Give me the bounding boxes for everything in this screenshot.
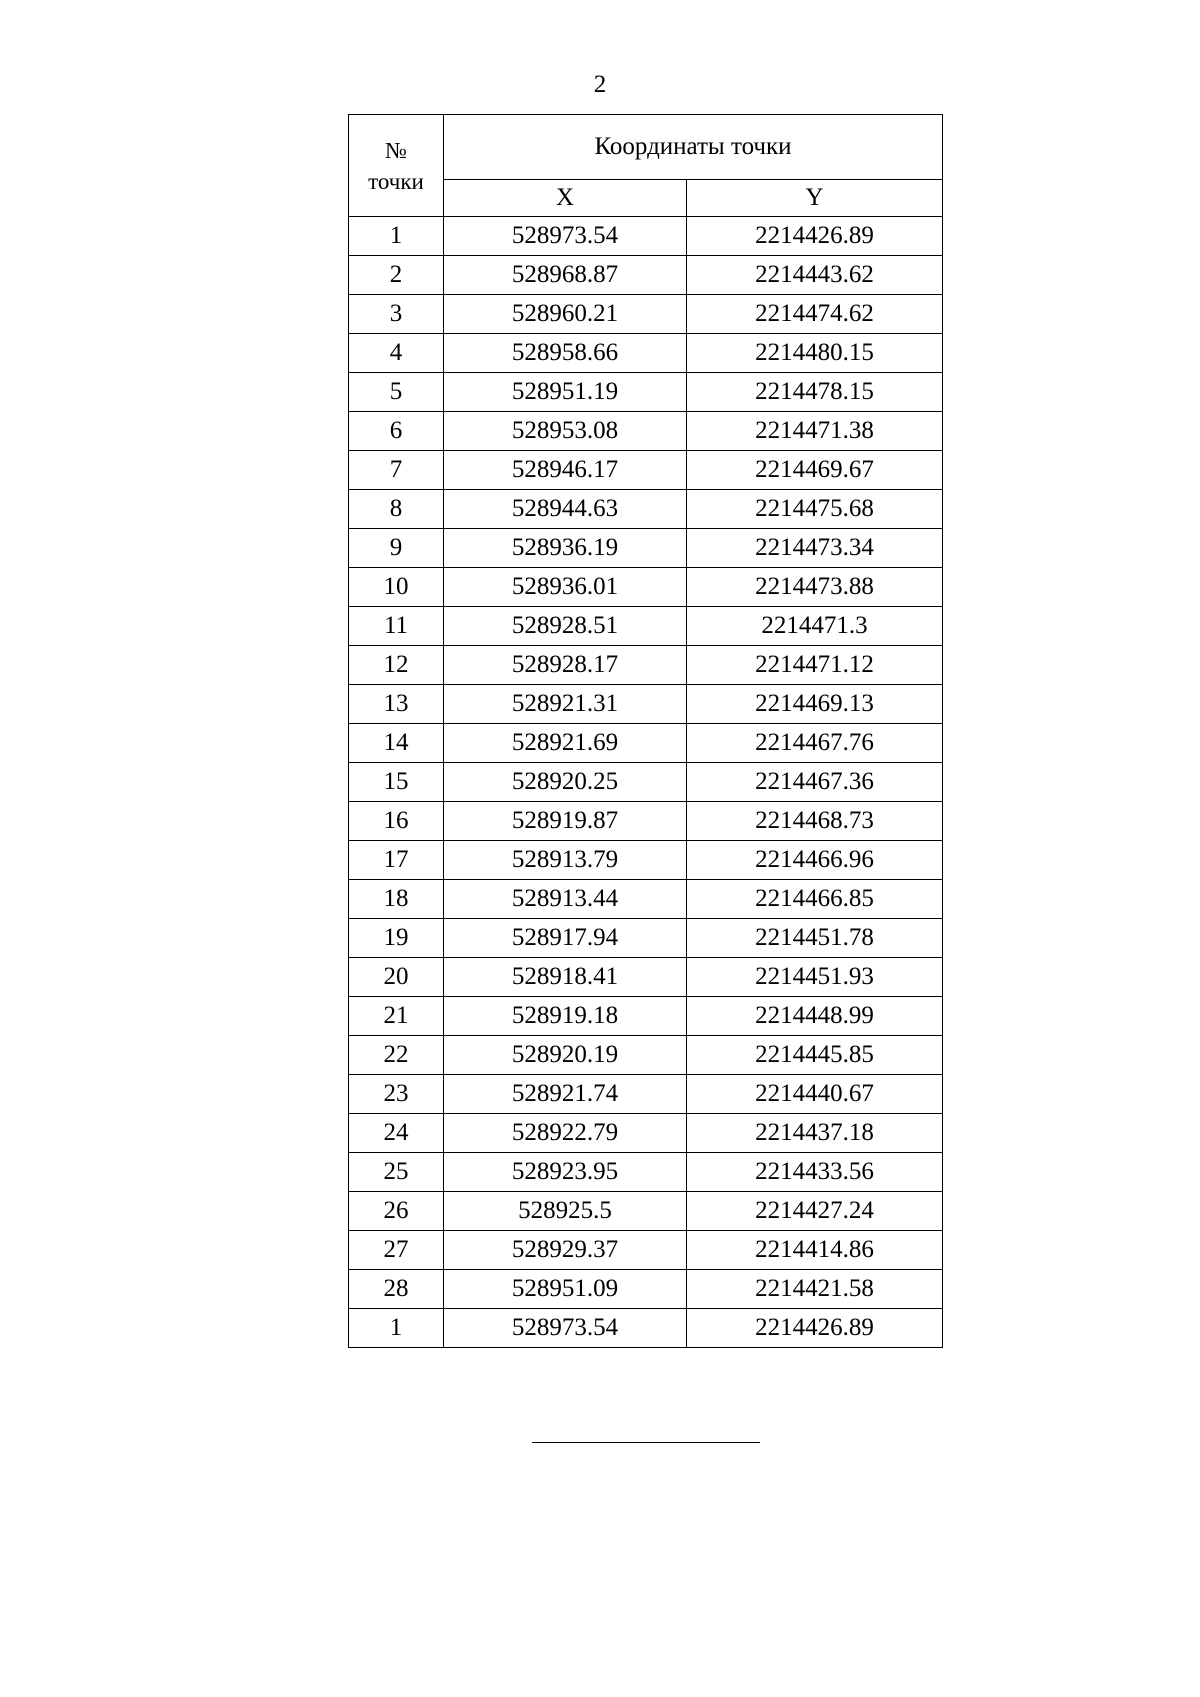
y-coordinate-cell: 2214473.34 [687, 529, 943, 568]
table-row [349, 685, 943, 724]
x-coordinate-cell: 528951.19 [444, 373, 687, 412]
point-number-cell: 23 [349, 1075, 444, 1114]
table-row [349, 919, 943, 958]
point-number-cell: 27 [349, 1231, 444, 1270]
point-number-cell: 20 [349, 958, 444, 997]
point-number-cell: 7 [349, 451, 444, 490]
x-coordinate-cell: 528920.25 [444, 763, 687, 802]
x-coordinate-cell: 528919.18 [444, 997, 687, 1036]
y-coordinate-cell: 2214471.38 [687, 412, 943, 451]
x-coordinate-cell: 528944.63 [444, 490, 687, 529]
x-column-header: X [444, 180, 687, 217]
point-number-header-label: точки [368, 168, 424, 194]
y-coordinate-cell: 2214471.12 [687, 646, 943, 685]
table-body [349, 217, 943, 1348]
table-row [349, 412, 943, 451]
x-coordinate-cell: 528936.19 [444, 529, 687, 568]
table-row [349, 490, 943, 529]
table-row [349, 1036, 943, 1075]
y-coordinate-cell: 2214426.89 [687, 217, 943, 256]
y-coordinate-cell: 2214433.56 [687, 1153, 943, 1192]
y-column-header: Y [687, 180, 943, 217]
table-row [349, 1075, 943, 1114]
point-number-cell: 9 [349, 529, 444, 568]
y-coordinate-cell: 2214475.68 [687, 490, 943, 529]
table-row [349, 1270, 943, 1309]
table-row [349, 958, 943, 997]
table-row [349, 724, 943, 763]
point-number-cell: 10 [349, 568, 444, 607]
point-number-cell: 25 [349, 1153, 444, 1192]
point-number-cell: 17 [349, 841, 444, 880]
y-coordinate-cell: 2214451.78 [687, 919, 943, 958]
y-coordinate-cell: 2214468.73 [687, 802, 943, 841]
table-row [349, 373, 943, 412]
x-coordinate-cell: 528919.87 [444, 802, 687, 841]
x-coordinate-cell: 528923.95 [444, 1153, 687, 1192]
x-coordinate-cell: 528958.66 [444, 334, 687, 373]
x-coordinate-cell: 528922.79 [444, 1114, 687, 1153]
y-coordinate-cell: 2214478.15 [687, 373, 943, 412]
coordinates-table [348, 114, 943, 1348]
table-row [349, 1231, 943, 1270]
point-number-cell: 19 [349, 919, 444, 958]
x-coordinate-cell: 528913.44 [444, 880, 687, 919]
table-row [349, 256, 943, 295]
table-row [349, 1114, 943, 1153]
point-number-cell: 14 [349, 724, 444, 763]
y-coordinate-cell: 2214427.24 [687, 1192, 943, 1231]
point-number-cell: 4 [349, 334, 444, 373]
y-coordinate-cell: 2214469.13 [687, 685, 943, 724]
point-number-cell: 15 [349, 763, 444, 802]
table-row [349, 646, 943, 685]
point-number-cell: 5 [349, 373, 444, 412]
x-coordinate-cell: 528918.41 [444, 958, 687, 997]
table-row [349, 763, 943, 802]
point-number-cell: 18 [349, 880, 444, 919]
table-row [349, 802, 943, 841]
point-number-cell: 28 [349, 1270, 444, 1309]
x-coordinate-cell: 528946.17 [444, 451, 687, 490]
x-coordinate-cell: 528921.69 [444, 724, 687, 763]
y-coordinate-cell: 2214471.3 [687, 607, 943, 646]
x-coordinate-cell: 528917.94 [444, 919, 687, 958]
y-coordinate-cell: 2214473.88 [687, 568, 943, 607]
x-coordinate-cell: 528951.09 [444, 1270, 687, 1309]
point-number-cell: 11 [349, 607, 444, 646]
table-header [349, 115, 943, 217]
y-coordinate-cell: 2214426.89 [687, 1309, 943, 1348]
x-coordinate-cell: 528928.17 [444, 646, 687, 685]
table-row [349, 451, 943, 490]
y-coordinate-cell: 2214445.85 [687, 1036, 943, 1075]
table-row [349, 1153, 943, 1192]
table-row [349, 1309, 943, 1348]
y-coordinate-cell: 2214451.93 [687, 958, 943, 997]
table-row [349, 880, 943, 919]
point-number-cell: 1 [349, 1309, 444, 1348]
y-coordinate-cell: 2214469.67 [687, 451, 943, 490]
point-number-cell: 16 [349, 802, 444, 841]
x-coordinate-cell: 528973.54 [444, 1309, 687, 1348]
table-row [349, 997, 943, 1036]
point-number-cell: 8 [349, 490, 444, 529]
x-coordinate-cell: 528953.08 [444, 412, 687, 451]
table-row [349, 529, 943, 568]
x-coordinate-cell: 528925.5 [444, 1192, 687, 1231]
point-number-cell: 22 [349, 1036, 444, 1075]
y-coordinate-cell: 2214437.18 [687, 1114, 943, 1153]
y-coordinate-cell: 2214414.86 [687, 1231, 943, 1270]
x-coordinate-cell: 528960.21 [444, 295, 687, 334]
y-coordinate-cell: 2214443.62 [687, 256, 943, 295]
table-row [349, 607, 943, 646]
y-coordinate-cell: 2214467.36 [687, 763, 943, 802]
table-row [349, 295, 943, 334]
coordinates-header: Координаты точки [444, 115, 943, 180]
y-coordinate-cell: 2214480.15 [687, 334, 943, 373]
point-number-header [349, 115, 444, 217]
point-number-cell: 6 [349, 412, 444, 451]
x-coordinate-cell: 528921.74 [444, 1075, 687, 1114]
y-coordinate-cell: 2214440.67 [687, 1075, 943, 1114]
point-number-cell: 12 [349, 646, 444, 685]
x-coordinate-cell: 528921.31 [444, 685, 687, 724]
point-number-cell: 24 [349, 1114, 444, 1153]
y-coordinate-cell: 2214448.99 [687, 997, 943, 1036]
x-coordinate-cell: 528913.79 [444, 841, 687, 880]
point-number-cell: 26 [349, 1192, 444, 1231]
y-coordinate-cell: 2214467.76 [687, 724, 943, 763]
table-row [349, 568, 943, 607]
point-number-cell: 13 [349, 685, 444, 724]
table-row [349, 217, 943, 256]
y-coordinate-cell: 2214474.62 [687, 295, 943, 334]
table-row [349, 1192, 943, 1231]
table-row [349, 334, 943, 373]
y-coordinate-cell: 2214466.85 [687, 880, 943, 919]
end-divider-line [532, 1442, 760, 1443]
point-number-cell: 3 [349, 295, 444, 334]
x-coordinate-cell: 528936.01 [444, 568, 687, 607]
x-coordinate-cell: 528973.54 [444, 217, 687, 256]
y-coordinate-cell: 2214466.96 [687, 841, 943, 880]
x-coordinate-cell: 528920.19 [444, 1036, 687, 1075]
x-coordinate-cell: 528968.87 [444, 256, 687, 295]
point-number-header-symbol: № [385, 137, 407, 163]
y-coordinate-cell: 2214421.58 [687, 1270, 943, 1309]
x-coordinate-cell: 528928.51 [444, 607, 687, 646]
table-row [349, 841, 943, 880]
point-number-cell: 2 [349, 256, 444, 295]
point-number-cell: 1 [349, 217, 444, 256]
page-number: 2 [593, 71, 607, 98]
point-number-cell: 21 [349, 997, 444, 1036]
x-coordinate-cell: 528929.37 [444, 1231, 687, 1270]
